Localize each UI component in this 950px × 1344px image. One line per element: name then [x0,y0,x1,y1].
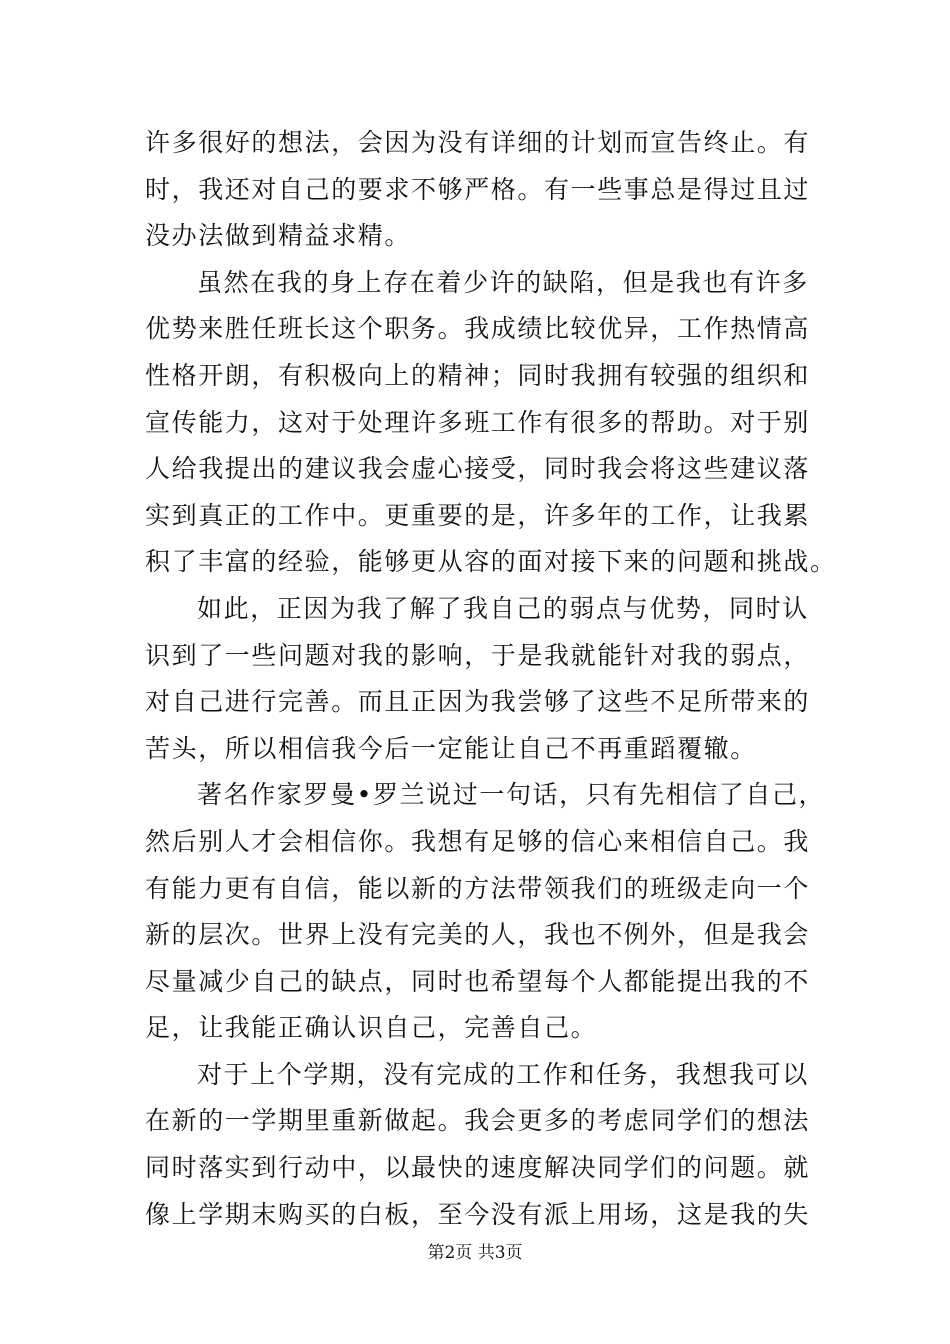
text-line: 像上学期末购买的白板，至今没有派上用场，这是我的失 [145,1199,811,1229]
text-line: 然后别人才会相信你。我想有足够的信心来相信自己。我 [145,826,811,856]
page-number-footer: 第2页 共3页 [427,1243,523,1263]
text-line: 如此，正因为我了解了我自己的弱点与优势，同时认 [197,593,809,623]
text-line: 没办法做到精益求精。 [145,221,412,251]
text-line: 性格开朗，有积极向上的精神；同时我拥有较强的组织和 [145,360,811,390]
text-line: 人给我提出的建议我会虚心接受，同时我会将这些建议落 [145,454,811,484]
text-line: 对于上个学期，没有完成的工作和任务，我想我可以 [197,1059,809,1089]
text-line: 同时落实到行动中，以最快的速度解决同学们的问题。就 [145,1153,811,1183]
text-line: 许多很好的想法，会因为没有详细的计划而宣告终止。有 [145,128,811,157]
text-line: 著名作家罗曼•罗兰说过一句话，只有先相信了自己， [197,780,826,810]
text-line: 足，让我能正确认识自己，完善自己。 [145,1013,598,1043]
text-line: 有能力更有自信，能以新的方法带领我们的班级走向一个 [145,873,811,903]
text-line: 虽然在我的身上存在着少许的缺陷，但是我也有许多 [197,267,809,297]
text-line: 在新的一学期里重新做起。我会更多的考虑同学们的想法 [145,1106,811,1136]
document-body [145,120,837,1238]
text-line: 积了丰富的经验，能够更从容的面对接下来的问题和挑战。 [145,547,837,577]
text-line: 实到真正的工作中。更重要的是，许多年的工作，让我累 [145,500,811,530]
text-line: 宣传能力，这对于处理许多班工作有很多的帮助。对于别 [145,407,811,437]
text-line: 对自己进行完善。而且正因为我尝够了这些不足所带来的 [145,687,811,717]
text-line: 优势来胜任班长这个职务。我成绩比较优异，工作热情高 [145,314,811,344]
text-line: 新的层次。世界上没有完美的人，我也不例外，但是我会 [145,920,811,950]
text-line: 识到了一些问题对我的影响，于是我就能针对我的弱点， [145,640,811,670]
text-line: 苦头，所以相信我今后一定能让自己不再重蹈覆辙。 [145,733,757,763]
text-line: 尽量减少自己的缺点，同时也希望每个人都能提出我的不 [145,966,811,996]
text-line: 时，我还对自己的要求不够严格。有一些事总是得过且过 [145,174,811,204]
